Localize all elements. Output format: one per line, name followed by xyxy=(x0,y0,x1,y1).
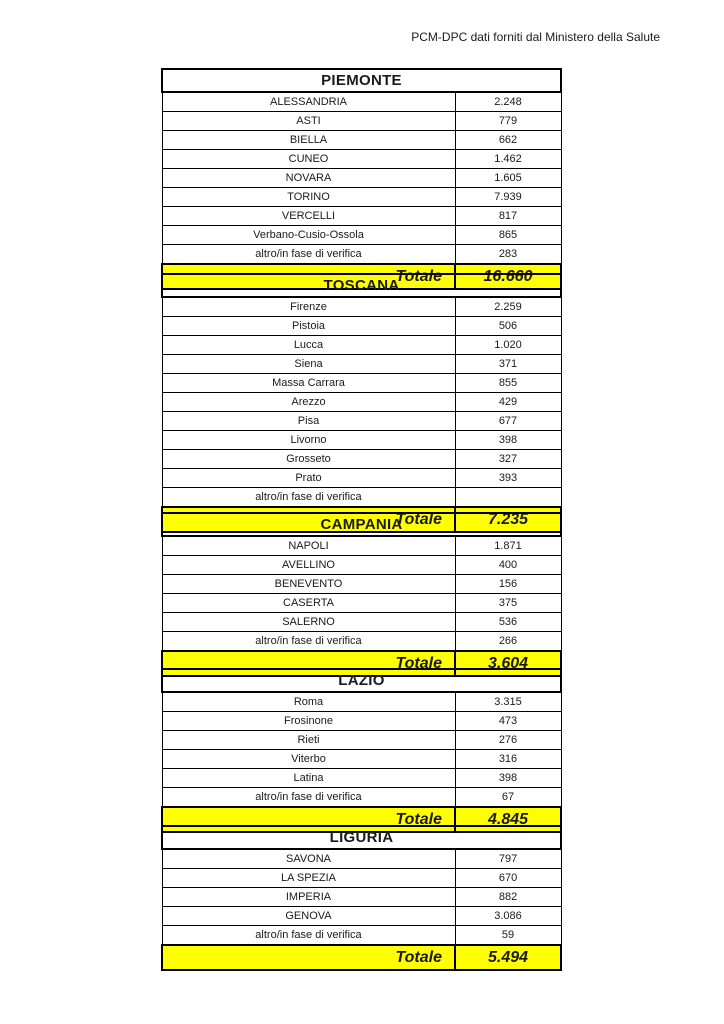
province-name: SALERNO xyxy=(162,613,455,632)
page-header-note: PCM-DPC dati forniti dal Ministero della Salute xyxy=(411,30,660,44)
province-name: NAPOLI xyxy=(162,536,455,556)
region-header-row xyxy=(162,826,561,849)
province-row xyxy=(162,469,561,488)
province-name: Roma xyxy=(162,692,455,712)
province-row xyxy=(162,431,561,450)
province-row xyxy=(162,245,561,265)
province-name: Lucca xyxy=(162,336,455,355)
province-name: SAVONA xyxy=(162,849,455,869)
province-row xyxy=(162,297,561,317)
total-value: 7.235 xyxy=(455,507,561,532)
province-name: Prato xyxy=(162,469,455,488)
province-row xyxy=(162,112,561,131)
province-row xyxy=(162,926,561,946)
province-value: 3.086 xyxy=(455,907,561,926)
province-name: CUNEO xyxy=(162,150,455,169)
region-header-row xyxy=(162,669,561,692)
province-value xyxy=(455,488,561,508)
region-title: TOSCANA xyxy=(162,274,561,297)
region-title: PIEMONTE xyxy=(162,69,561,92)
province-row xyxy=(162,355,561,374)
province-name: IMPERIA xyxy=(162,888,455,907)
province-row xyxy=(162,393,561,412)
province-name: BIELLA xyxy=(162,131,455,150)
province-value: 375 xyxy=(455,594,561,613)
region-header-row xyxy=(162,513,561,536)
province-row xyxy=(162,226,561,245)
region-title: LAZIO xyxy=(162,669,561,692)
province-row xyxy=(162,374,561,393)
province-value: 1.605 xyxy=(455,169,561,188)
province-name: Siena xyxy=(162,355,455,374)
province-value: 855 xyxy=(455,374,561,393)
province-name: Grosseto xyxy=(162,450,455,469)
province-name: NOVARA xyxy=(162,169,455,188)
province-value: 1.871 xyxy=(455,536,561,556)
region-title: LIGURIA xyxy=(162,826,561,849)
province-row xyxy=(162,92,561,112)
province-name: LA SPEZIA xyxy=(162,869,455,888)
province-row xyxy=(162,869,561,888)
province-name: Viterbo xyxy=(162,750,455,769)
province-name: altro/in fase di verifica xyxy=(162,632,455,652)
province-name: ALESSANDRIA xyxy=(162,92,455,112)
province-row xyxy=(162,750,561,769)
province-value: 7.939 xyxy=(455,188,561,207)
province-value: 2.259 xyxy=(455,297,561,317)
province-value: 882 xyxy=(455,888,561,907)
province-name: ASTI xyxy=(162,112,455,131)
province-name: Pisa xyxy=(162,412,455,431)
province-value: 266 xyxy=(455,632,561,652)
region-table-lazio xyxy=(161,668,562,833)
region-header-row xyxy=(162,274,561,297)
province-name: altro/in fase di verifica xyxy=(162,245,455,265)
province-value: 3.315 xyxy=(455,692,561,712)
province-name: Pistoia xyxy=(162,317,455,336)
region-table-liguria xyxy=(161,825,562,971)
province-value: 398 xyxy=(455,769,561,788)
province-value: 283 xyxy=(455,245,561,265)
total-value: 16.660 xyxy=(455,264,561,289)
province-name: GENOVA xyxy=(162,907,455,926)
province-row xyxy=(162,488,561,508)
province-value: 670 xyxy=(455,869,561,888)
province-row xyxy=(162,536,561,556)
province-name: altro/in fase di verifica xyxy=(162,488,455,508)
province-name: Livorno xyxy=(162,431,455,450)
region-title: CAMPANIA xyxy=(162,513,561,536)
province-value: 156 xyxy=(455,575,561,594)
province-row xyxy=(162,412,561,431)
province-value: 67 xyxy=(455,788,561,808)
region-header-row xyxy=(162,69,561,92)
province-value: 817 xyxy=(455,207,561,226)
province-row xyxy=(162,613,561,632)
province-row xyxy=(162,169,561,188)
province-value: 865 xyxy=(455,226,561,245)
province-row xyxy=(162,188,561,207)
province-value: 1.462 xyxy=(455,150,561,169)
province-name: CASERTA xyxy=(162,594,455,613)
province-value: 797 xyxy=(455,849,561,869)
province-value: 779 xyxy=(455,112,561,131)
province-name: Rieti xyxy=(162,731,455,750)
total-label: Totale xyxy=(162,264,455,289)
province-row xyxy=(162,317,561,336)
total-label: Totale xyxy=(162,807,455,832)
total-label: Totale xyxy=(162,507,455,532)
province-value: 677 xyxy=(455,412,561,431)
province-row xyxy=(162,769,561,788)
province-row xyxy=(162,788,561,808)
province-value: 327 xyxy=(455,450,561,469)
province-value: 276 xyxy=(455,731,561,750)
province-row xyxy=(162,207,561,226)
province-row xyxy=(162,731,561,750)
province-row xyxy=(162,575,561,594)
province-value: 371 xyxy=(455,355,561,374)
province-row xyxy=(162,556,561,575)
province-row xyxy=(162,849,561,869)
province-row xyxy=(162,632,561,652)
province-name: Massa Carrara xyxy=(162,374,455,393)
province-row xyxy=(162,336,561,355)
total-row xyxy=(162,945,561,970)
province-row xyxy=(162,692,561,712)
region-table-toscana xyxy=(161,273,562,533)
province-row xyxy=(162,150,561,169)
province-value: 2.248 xyxy=(455,92,561,112)
province-row xyxy=(162,594,561,613)
province-value: 400 xyxy=(455,556,561,575)
province-name: TORINO xyxy=(162,188,455,207)
region-table-campania xyxy=(161,512,562,677)
province-value: 473 xyxy=(455,712,561,731)
province-value: 316 xyxy=(455,750,561,769)
province-name: Verbano-Cusio-Ossola xyxy=(162,226,455,245)
province-value: 59 xyxy=(455,926,561,946)
province-value: 506 xyxy=(455,317,561,336)
province-row xyxy=(162,712,561,731)
total-value: 4.845 xyxy=(455,807,561,832)
total-label: Totale xyxy=(162,945,455,970)
province-value: 1.020 xyxy=(455,336,561,355)
province-name: BENEVENTO xyxy=(162,575,455,594)
province-row xyxy=(162,131,561,150)
province-name: VERCELLI xyxy=(162,207,455,226)
province-value: 429 xyxy=(455,393,561,412)
region-table-piemonte xyxy=(161,68,562,290)
total-value: 3.604 xyxy=(455,651,561,676)
total-label: Totale xyxy=(162,651,455,676)
total-value: 5.494 xyxy=(455,945,561,970)
province-value: 398 xyxy=(455,431,561,450)
province-row xyxy=(162,450,561,469)
province-name: AVELLINO xyxy=(162,556,455,575)
province-name: Latina xyxy=(162,769,455,788)
province-value: 536 xyxy=(455,613,561,632)
province-value: 393 xyxy=(455,469,561,488)
province-name: Frosinone xyxy=(162,712,455,731)
province-name: Arezzo xyxy=(162,393,455,412)
province-name: altro/in fase di verifica xyxy=(162,926,455,946)
province-value: 662 xyxy=(455,131,561,150)
province-name: Firenze xyxy=(162,297,455,317)
province-name: altro/in fase di verifica xyxy=(162,788,455,808)
province-row xyxy=(162,888,561,907)
province-row xyxy=(162,907,561,926)
